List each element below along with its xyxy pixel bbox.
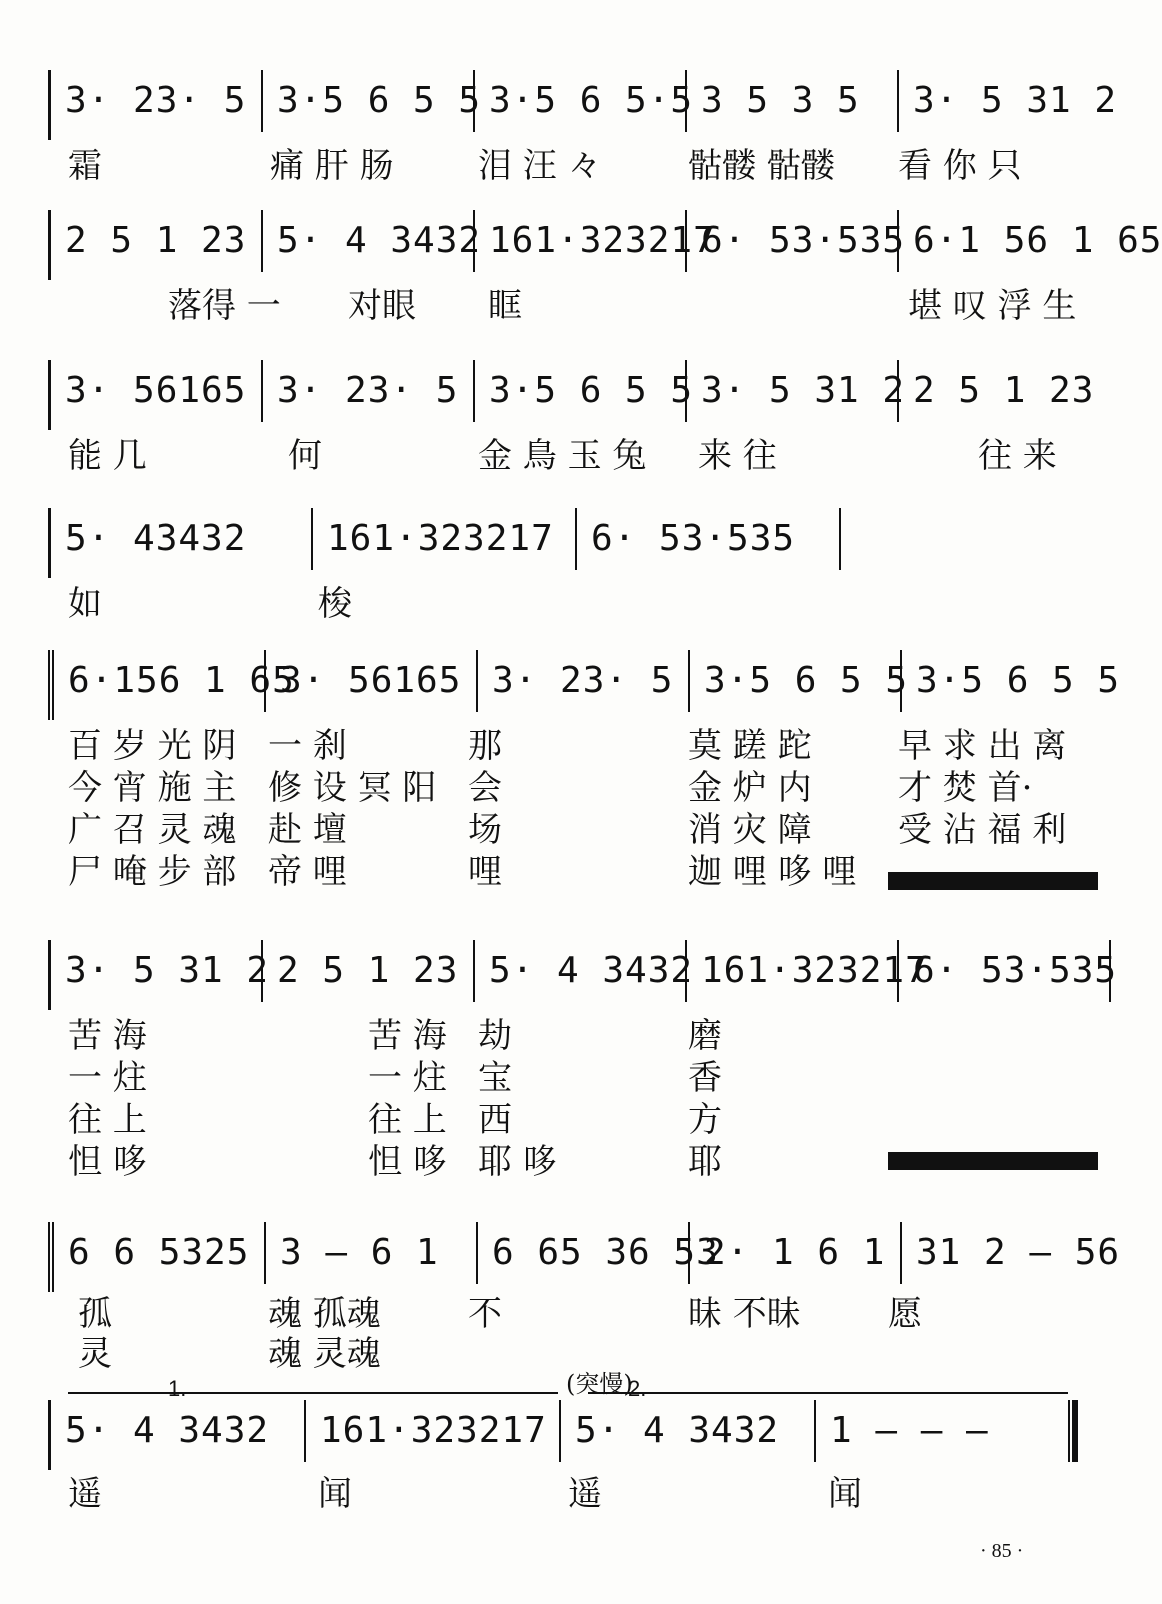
lyric: 香 [688, 1058, 722, 1098]
notation: 161·323217 [327, 518, 554, 559]
ending-1-bracket [68, 1392, 558, 1394]
notation: 3·5 6 5·5 [489, 80, 694, 121]
lyric-line [48, 718, 1108, 766]
lyric: 看 你 只 [898, 146, 1022, 186]
notes-row [48, 70, 1118, 140]
notation: 3· 5 31 2 [701, 370, 906, 411]
notation: 3· 5 31 2 [65, 950, 270, 991]
lyric: 眶 [488, 286, 522, 326]
measure [51, 940, 270, 1002]
measure [263, 360, 475, 422]
lyric: 金 炉 内 [688, 768, 812, 808]
notation: 5· 4 3432 [575, 1410, 780, 1451]
lyric-line [48, 138, 1108, 186]
notes-row [48, 1222, 1121, 1292]
measure [902, 650, 1121, 712]
notation: 3 5 3 5 [701, 80, 860, 121]
notation: 6· 53·535 [913, 950, 1118, 991]
lyric: 灵 [78, 1334, 112, 1374]
page-number: · 85 · [980, 1540, 1024, 1562]
ending-2-label: 2. [628, 1376, 647, 1401]
lyric-line [48, 1092, 1108, 1140]
measure [51, 70, 263, 132]
notation: 3·5 6 5 5 [704, 660, 909, 701]
measure [690, 650, 909, 712]
notation: 5· 43432 [65, 518, 247, 559]
notation: 2· 1 6 1 [704, 1232, 886, 1273]
ending-2-bracket [588, 1392, 1068, 1394]
measure [687, 70, 899, 132]
measure [263, 210, 482, 272]
lyric: 不 [468, 1294, 502, 1334]
lyric: 遥 [68, 1474, 102, 1514]
measure [51, 210, 263, 272]
lyric: 泪 汪 々 [478, 146, 602, 186]
lyric-line [48, 278, 1108, 326]
lyric: 场 [468, 810, 502, 850]
measure [475, 360, 694, 422]
notes-row [48, 650, 1121, 720]
lyric-line [48, 1286, 1108, 1334]
lyric: 闻 [828, 1474, 862, 1514]
lyric-line [48, 802, 1108, 850]
lyric: 赴 壇 [268, 810, 347, 850]
lyric: 今 宵 施 主 [68, 768, 237, 808]
notation: 31 2 — 56 [916, 1232, 1121, 1273]
measure [306, 1400, 561, 1462]
lyric: 往 来 [978, 436, 1057, 476]
lyric: 往 上 [68, 1100, 147, 1140]
lyric: 孤 [78, 1294, 112, 1334]
lyric: 梭 [318, 584, 352, 624]
notation: 3·5 6 5 5 [277, 80, 482, 121]
notation: 1 — — — [830, 1410, 989, 1451]
measure [561, 1400, 816, 1462]
lyric: 消 灾 障 [688, 810, 812, 850]
measure [687, 210, 906, 272]
measure [51, 508, 313, 570]
lyric: 怛 哆 [368, 1142, 447, 1182]
lyric: 会 [468, 768, 502, 808]
notation: 6 6 5325 [68, 1232, 250, 1273]
notation: 5· 4 3432 [65, 1410, 270, 1451]
notation: 161·323217 [701, 950, 928, 991]
measure [816, 1400, 1071, 1462]
lyric: 迦 哩 哆 哩 [688, 852, 857, 892]
notation: 3· 56165 [280, 660, 462, 701]
measure [899, 210, 1162, 272]
lyric: 霜 [68, 146, 102, 186]
measure [263, 940, 475, 1002]
lyric: 一 炷 [368, 1058, 447, 1098]
notes-row [48, 508, 841, 578]
lyric: 堪 叹 浮 生 [908, 286, 1077, 326]
measure [266, 650, 478, 712]
measure [690, 1222, 902, 1284]
lyric: 愿 [888, 1294, 922, 1334]
lyric: 帝 哩 [268, 852, 347, 892]
notes-row [48, 210, 1162, 280]
ending-1-label: 1. [168, 1376, 187, 1401]
notation: 3·5 6 5 5 [916, 660, 1121, 701]
lyric: 一 炷 [68, 1058, 147, 1098]
lyric: 苦 海 [68, 1016, 147, 1056]
measure [313, 508, 577, 570]
lyric: 劫 [478, 1016, 512, 1056]
lyric-line [48, 428, 1108, 476]
lyric: 宝 [478, 1058, 512, 1098]
lyric: 魂 灵魂 [268, 1334, 381, 1374]
lyric: 能 几 [68, 436, 147, 476]
lyric: 遥 [568, 1474, 602, 1514]
lyric: 骷髅 骷髅 [688, 146, 835, 186]
notation: 161·323217 [320, 1410, 547, 1451]
lyric: 如 [68, 584, 102, 624]
lyric: 往 上 [368, 1100, 447, 1140]
lyric: 尸 唵 步 部 [68, 852, 237, 892]
notation: 2 5 1 23 [913, 370, 1095, 411]
tempo-marking: (突慢) [566, 1370, 633, 1398]
notation: 161·323217 [489, 220, 716, 261]
lyric: 才 焚 首· [898, 768, 1033, 808]
lyric: 那 [468, 726, 502, 766]
lyric: 一 刹 [268, 726, 347, 766]
lyric-line [48, 1326, 1108, 1374]
lyric: 修 设 冥 阳 [268, 768, 437, 808]
notation: 6· 53·535 [591, 518, 796, 559]
lyric: 怛 哆 [68, 1142, 147, 1182]
measure [687, 940, 928, 1002]
notation: 3· 23· 5 [277, 370, 459, 411]
measure [899, 360, 1111, 422]
lyric-line [48, 760, 1108, 808]
lyric: 何 [288, 436, 322, 476]
lyric: 痛 肝 肠 [270, 146, 394, 186]
notation: 3 — 6 1 [280, 1232, 439, 1273]
notation: 6· 53·535 [701, 220, 906, 261]
measure [478, 650, 690, 712]
thick-rule [888, 1152, 1098, 1170]
measure [687, 360, 906, 422]
measure [54, 650, 295, 712]
lyric: 对眼 [348, 286, 416, 326]
measure [478, 1222, 719, 1284]
lyric-line [48, 1466, 1108, 1514]
lyric: 方 [688, 1100, 722, 1140]
notation: 6·1 56 1 65 [913, 220, 1162, 261]
lyric: 魂 孤魂 [268, 1294, 381, 1334]
measure [899, 940, 1118, 1002]
measure [51, 360, 263, 422]
notes-row [48, 1400, 1071, 1470]
lyric: 广 召 灵 魂 [68, 810, 237, 850]
lyric: 磨 [688, 1016, 722, 1056]
notation: 6·156 1 65 [68, 660, 295, 701]
lyric: 闻 [318, 1474, 352, 1514]
notation: 6 65 36 53 [492, 1232, 719, 1273]
measure [902, 1222, 1121, 1284]
measure [475, 210, 716, 272]
measure [475, 70, 694, 132]
notation: 3· 5 31 2 [913, 80, 1118, 121]
lyric: 来 往 [698, 436, 777, 476]
lyric-line [48, 1008, 1108, 1056]
lyric: 西 [478, 1100, 512, 1140]
lyric: 耶 [688, 1142, 722, 1182]
notes-row [48, 360, 1111, 430]
notation: 2 5 1 23 [277, 950, 459, 991]
lyric: 早 求 出 离 [898, 726, 1067, 766]
notation: 2 5 1 23 [65, 220, 247, 261]
notation: 3· 23· 5 [65, 80, 247, 121]
lyric-line [48, 576, 1108, 624]
measure [51, 1400, 306, 1462]
measure [263, 70, 482, 132]
notes-row [48, 940, 1118, 1010]
lyric: 耶 哆 [478, 1142, 557, 1182]
lyric: 昧 不昧 [688, 1294, 801, 1334]
measure [475, 940, 694, 1002]
notation: 3· 23· 5 [492, 660, 674, 701]
notation: 3· 56165 [65, 370, 247, 411]
notation: 3·5 6 5 5 [489, 370, 694, 411]
lyric: 金 鳥 玉 兔 [478, 436, 647, 476]
final-barline [1068, 1400, 1078, 1462]
lyric: 苦 海 [368, 1016, 447, 1056]
lyric: 受 沾 福 利 [898, 810, 1067, 850]
measure [54, 1222, 266, 1284]
lyric: 百 岁 光 阴 [68, 726, 237, 766]
lyric-line [48, 1050, 1108, 1098]
lyric: 落得 一 [168, 286, 281, 326]
notation: 5· 4 3432 [489, 950, 694, 991]
lyric: 莫 蹉 跎 [688, 726, 812, 766]
measure [577, 508, 841, 570]
lyric: 哩 [468, 852, 502, 892]
measure [899, 70, 1118, 132]
thick-rule [888, 872, 1098, 890]
notation: 5· 4 3432 [277, 220, 482, 261]
measure [266, 1222, 478, 1284]
